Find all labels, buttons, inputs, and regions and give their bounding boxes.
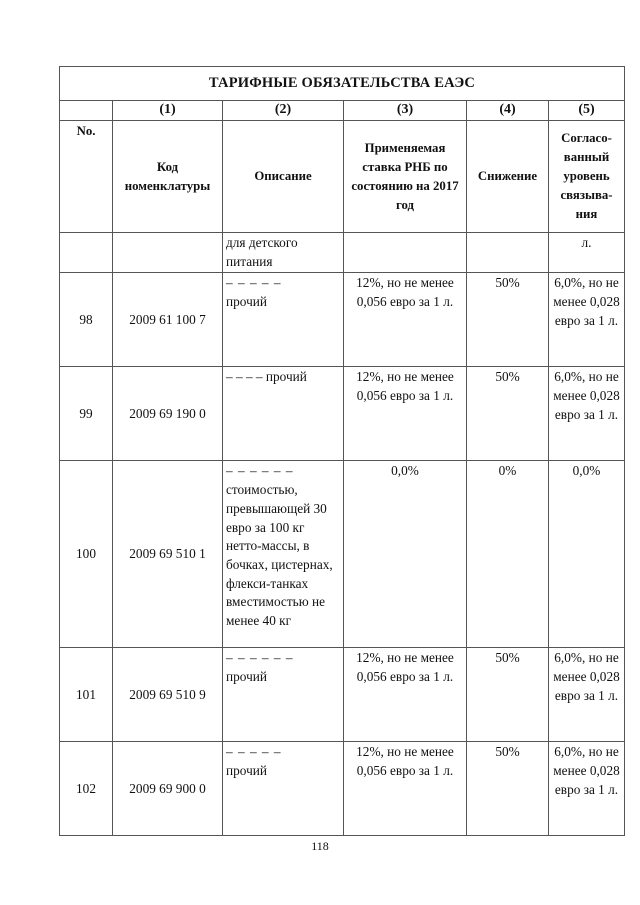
row-rate: 12%, но не менее 0,056 евро за 1 л.	[344, 648, 467, 742]
row-code: 2009 69 510 1	[113, 461, 223, 648]
tariff-table	[59, 66, 625, 836]
header-rate: Применяемая ставка РНБ по состоянию на 2017 год	[344, 121, 467, 233]
continuation-bound: л.	[549, 233, 625, 273]
row-reduction: 50%	[467, 648, 549, 742]
column-number: (2)	[223, 101, 344, 121]
row-dashes: – – – –	[226, 369, 263, 385]
table-title-row	[60, 67, 625, 101]
table-row	[60, 367, 625, 461]
row-code: 2009 69 900 0	[113, 742, 223, 836]
header-reduction: Снижение	[467, 121, 549, 233]
row-code: 2009 69 510 9	[113, 648, 223, 742]
empty-cell	[113, 233, 223, 273]
continuation-description: для детского питания	[223, 233, 344, 273]
empty-cell	[467, 233, 549, 273]
row-description-text: прочий	[226, 669, 267, 685]
row-dashes: – – – – – –	[226, 650, 294, 666]
row-bound: 6,0%, но не менее 0,028 евро за 1 л.	[549, 273, 625, 367]
row-no: 98	[60, 273, 113, 367]
column-number-row	[60, 101, 625, 121]
column-number-blank	[60, 101, 113, 121]
row-rate: 12%, но не менее 0,056 евро за 1 л.	[344, 742, 467, 836]
row-code: 2009 69 190 0	[113, 367, 223, 461]
row-no: 102	[60, 742, 113, 836]
table-row	[60, 742, 625, 836]
table-row	[60, 461, 625, 648]
header-code: Код номенклатуры	[113, 121, 223, 233]
empty-cell	[60, 233, 113, 273]
column-number: (5)	[549, 101, 625, 121]
column-number: (3)	[344, 101, 467, 121]
row-reduction: 0%	[467, 461, 549, 648]
row-code: 2009 61 100 7	[113, 273, 223, 367]
row-no: 101	[60, 648, 113, 742]
header-description: Описание	[223, 121, 344, 233]
row-description-text: стоимостью, превышающей 30 евро за 100 кг нетто-массы, в бочках, цистернах, флекси-танках вместимостью не менее 40 кг	[226, 482, 333, 629]
row-reduction: 50%	[467, 273, 549, 367]
empty-cell	[344, 233, 467, 273]
row-description	[223, 367, 344, 461]
column-number: (1)	[113, 101, 223, 121]
row-no: 99	[60, 367, 113, 461]
row-bound: 6,0%, но не менее 0,028 евро за 1 л.	[549, 367, 625, 461]
row-dashes: – – – – –	[226, 275, 282, 291]
row-dashes: – – – – – –	[226, 463, 294, 479]
row-bound: 0,0%	[549, 461, 625, 648]
header-bound: Согласо-ванный уровень связыва-ния	[549, 121, 625, 233]
row-rate: 0,0%	[344, 461, 467, 648]
table-title: ТАРИФНЫЕ ОБЯЗАТЕЛЬСТВА ЕАЭС	[60, 67, 625, 101]
row-description	[223, 648, 344, 742]
row-description-text: прочий	[226, 294, 267, 310]
row-reduction: 50%	[467, 742, 549, 836]
row-rate: 12%, но не менее 0,056 евро за 1 л.	[344, 273, 467, 367]
row-description	[223, 742, 344, 836]
row-description-text: прочий	[265, 369, 307, 385]
header-row	[60, 121, 625, 233]
continuation-row	[60, 233, 625, 273]
row-dashes: – – – – –	[226, 744, 282, 760]
row-rate: 12%, но не менее 0,056 евро за 1 л.	[344, 367, 467, 461]
table-row	[60, 648, 625, 742]
row-reduction: 50%	[467, 367, 549, 461]
table-row	[60, 273, 625, 367]
row-description-text: прочий	[226, 763, 267, 779]
page-number: 118	[311, 839, 329, 853]
row-description	[223, 461, 344, 648]
header-no: No.	[60, 121, 113, 233]
row-no: 100	[60, 461, 113, 648]
column-number: (4)	[467, 101, 549, 121]
row-bound: 6,0%, но не менее 0,028 евро за 1 л.	[549, 648, 625, 742]
row-bound: 6,0%, но не менее 0,028 евро за 1 л.	[549, 742, 625, 836]
row-description	[223, 273, 344, 367]
